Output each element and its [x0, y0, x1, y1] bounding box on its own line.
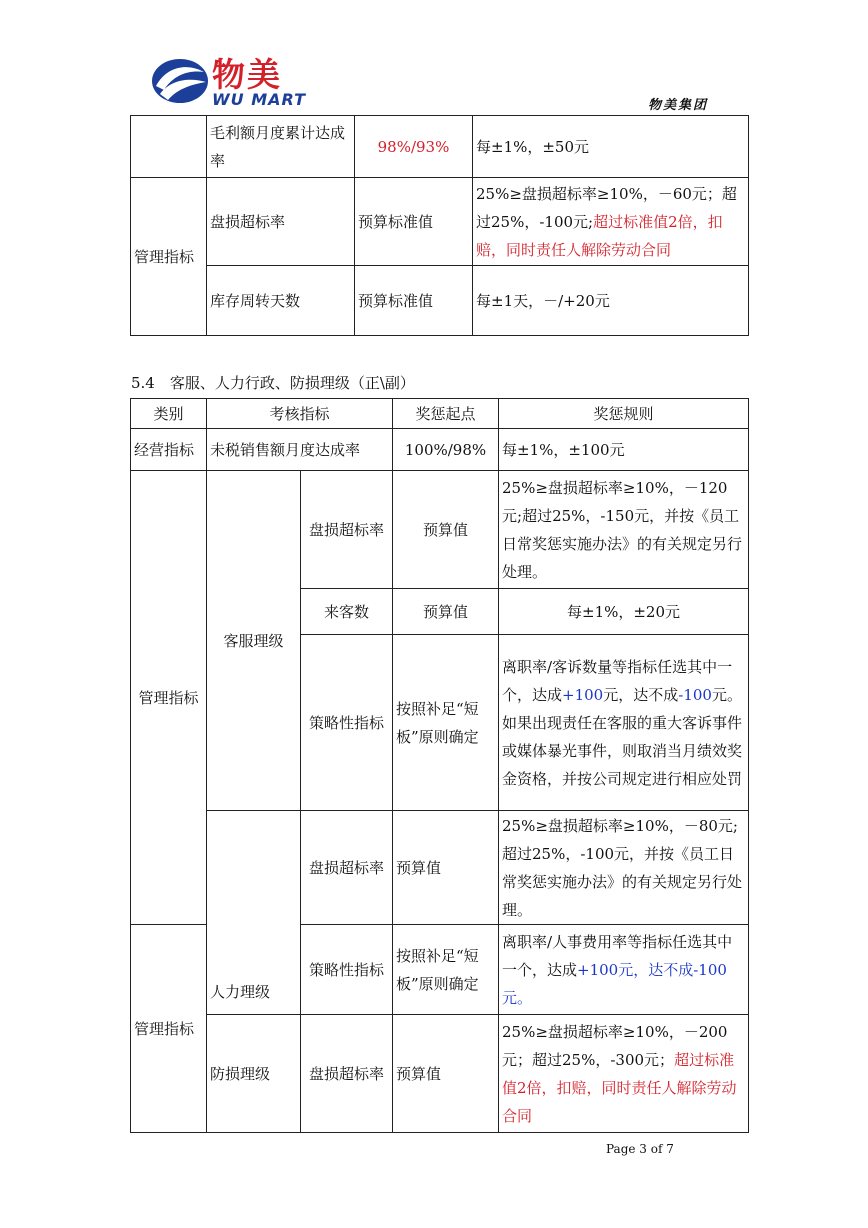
logo-english-name: WU MART — [212, 90, 307, 109]
metric-cell: 未税销售额月度达成率 — [207, 429, 393, 471]
start-point-cell: 预算值 — [393, 589, 499, 635]
table-row — [131, 471, 749, 589]
logo-chinese-name: 物美 — [212, 55, 282, 94]
rule-cell — [499, 635, 749, 811]
start-point-cell: 预算值 — [393, 811, 499, 925]
rule-cell: 25%≥盘损超标率≥10%，－80元;超过25%，-100元，并按《员工日常奖惩实施办法》的有关规定另行处理。 — [499, 811, 749, 925]
page-header — [0, 0, 868, 118]
rule-cell — [499, 1015, 749, 1133]
rule-cell — [499, 925, 749, 1015]
empty-category-cell — [131, 116, 207, 178]
assessment-table-5-4 — [130, 398, 749, 1133]
start-point-cell: 按照补足“短板”原则确定 — [393, 925, 499, 1015]
continued-assessment-table — [130, 115, 749, 336]
rule-cell: 每±1%，±100元 — [499, 429, 749, 471]
metric-cell: 盘损超标率 — [301, 1015, 393, 1133]
rule-cell: 每±1%，±50元 — [473, 116, 749, 178]
category-cell: 管理指标 — [131, 471, 207, 925]
start-point-cell: 预算标准值 — [355, 266, 473, 336]
rule-text: 元。如果出现责任在客服的重大客诉事件或媒体暴光事件，则取消当月绩效奖金资格，并按公司规定进行相应处罚 — [502, 685, 743, 788]
role-cell-hr: 人力理级 — [207, 811, 301, 1015]
page-number: Page 3 of 7 — [606, 1142, 674, 1156]
start-point-cell: 预算标准值 — [355, 178, 473, 266]
start-point-cell: 预算值 — [393, 471, 499, 589]
role-cell-lp: 防损理级 — [207, 1015, 301, 1133]
category-cell: 管理指标 — [131, 178, 207, 336]
start-point-cell: 98%/93% — [355, 116, 473, 178]
metric-cell: 盘损超标率 — [301, 471, 393, 589]
start-point-cell: 预算值 — [393, 1015, 499, 1133]
reward-amount: +100 — [562, 685, 604, 704]
role-cell-cs: 客服理级 — [207, 471, 301, 811]
table-header-row — [131, 399, 749, 429]
section-title: 5.4 客服、人力行政、防损理级（正\副） — [131, 374, 415, 392]
metric-cell: 库存周转天数 — [207, 266, 355, 336]
group-name: 物美集团 — [648, 98, 709, 113]
rule-text: 25%≥盘损超标率≥10%，－200元；超过25%，-300元； — [502, 1022, 728, 1069]
table-row — [131, 429, 749, 471]
rule-cell: 每±1天，－/+20元 — [473, 266, 749, 336]
metric-cell: 毛利额月度累计达成率 — [207, 116, 355, 178]
reward-penalty-text: +100元，达不成-100元。 — [502, 960, 727, 1007]
category-cell: 管理指标 — [131, 925, 207, 1133]
header-start-point: 奖惩起点 — [393, 399, 499, 429]
rule-text: 离职率/人事费用率等指标任选其中一个，达成 — [502, 932, 733, 979]
start-point-cell: 按照补足“短板”原则确定 — [393, 635, 499, 811]
rule-text: 离职率/客诉数量等指标任选其中一个，达成 — [502, 657, 733, 704]
table-row — [131, 178, 749, 266]
rule-cell — [473, 178, 749, 266]
header-metric: 考核指标 — [207, 399, 393, 429]
table-row — [131, 266, 749, 336]
table-row — [131, 116, 749, 178]
start-point-cell: 100%/98% — [393, 429, 499, 471]
rule-warning-text: 超过标准值2倍，扣赔，同时责任人解除劳动合同 — [502, 1050, 737, 1125]
penalty-amount: -100 — [678, 685, 712, 704]
header-rule: 奖惩规则 — [499, 399, 749, 429]
header-category: 类别 — [131, 399, 207, 429]
table-row — [131, 811, 749, 925]
rule-text: 元，达不成 — [603, 685, 679, 704]
category-cell: 经营指标 — [131, 429, 207, 471]
rule-cell: 每±1%，±20元 — [499, 589, 749, 635]
metric-cell: 策略性指标 — [301, 635, 393, 811]
metric-cell: 盘损超标率 — [301, 811, 393, 925]
table-row — [131, 1015, 749, 1133]
metric-cell: 策略性指标 — [301, 925, 393, 1015]
metric-cell: 盘损超标率 — [207, 178, 355, 266]
metric-cell: 来客数 — [301, 589, 393, 635]
rule-warning-text: 超过标准值2倍，扣赔，同时责任人解除劳动合同 — [476, 212, 723, 259]
rule-cell: 25%≥盘损超标率≥10%，－120元;超过25%，-150元，并按《员工日常奖惩实施办法》的有关规定另行处理。 — [499, 471, 749, 589]
wumart-logo-icon — [150, 56, 210, 106]
rule-text: 25%≥盘损超标率≥10%，－60元；超过25%，-100元; — [476, 184, 737, 231]
